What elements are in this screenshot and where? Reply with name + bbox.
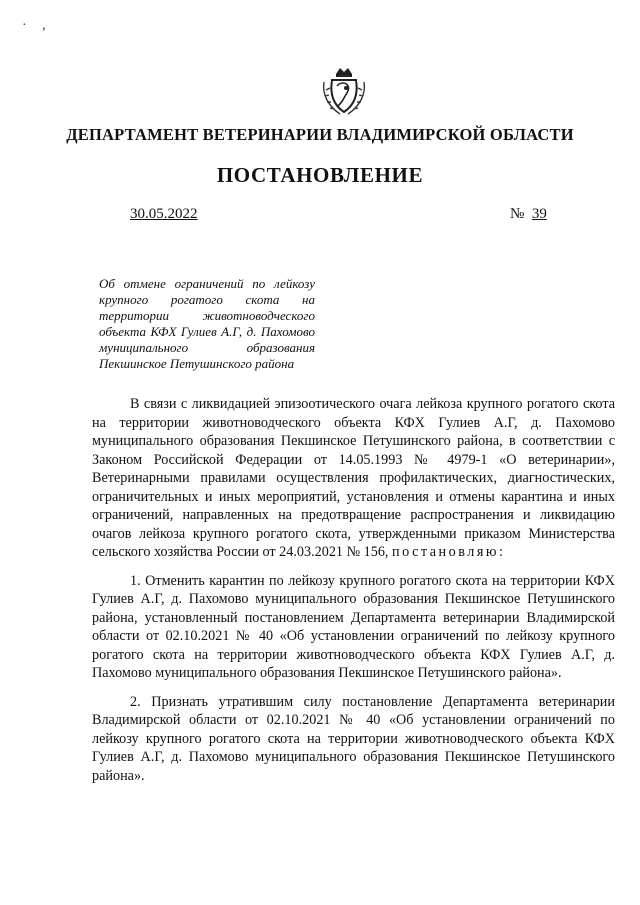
document-type-title: ПОСТАНОВЛЕНИЕ [216, 163, 424, 187]
item-1-paragraph: 1. Отменить карантин по лейкозу крупного рогатого скота на территории КФХ Гулиев А.Г, д. Пахомово муниципального образования Пекшинское Петушинского района, установленный постановлением Департамента ветеринарии Владимирской области от 02.10.2021 № 40 «Об установлении ограничений по лейкозу крупного рогатого скота на территории животноводческого объекта КФХ Гулиев А.Г, д. Пахомово муниципального образования Пекшинское Петушинского района». [92, 572, 615, 681]
number-sign: № [510, 206, 525, 222]
intro-text: В связи с ликвидацией эпизоотического очага лейкоза крупного рогатого скота на территории животноводческого объекта КФХ Гулиев А.Г, д. Пахомово муниципального образования Пекшинское Петушинского района, в соответствии с Законом Российской Федерации от 14.05.1993 № 4979-1 «О ветеринарии», Ветеринарными правилами осуществления профилактических, диагностических, ограничительных и иных мероприятий, установления и отмены карантина и иных ограничений, направленных на предотвращение распространения и ликвидацию очагов лейкоза крупного рогатого скота, утвержденными приказом Министерства сельского хозяйства России от 24.03.2021 № 156, [92, 396, 615, 560]
document-subject: Об отмене ограничений по лейкозу крупного рогатого скота на территории животноводческого объекта КФХ Гулиев А.Г, д. Пахомово муниципального образования Пекшинское Петушинского района [99, 276, 315, 371]
item-2-paragraph: 2. Признать утратившим силу постановление Департамента ветеринарии Владимирской области от 02.10.2021 № 40 «Об установлении ограничений по лейкозу крупного рогатого скота на территории животноводческого объекта КФХ Гулиев А.Г, д. Пахомово муниципального образования Пекшинское Петушинского района». [92, 693, 615, 784]
decree-word: постановляю: [392, 544, 506, 560]
document-date: 30.05.2022 [130, 206, 198, 222]
number-value: 39 [531, 206, 547, 222]
department-name: ДЕПАРТАМЕНТ ВЕТЕРИНАРИИ ВЛАДИМИРСКОЙ ОБЛАСТИ [66, 125, 574, 144]
document-number [510, 206, 547, 223]
scan-specks: · , [22, 18, 52, 33]
coat-of-arms-icon [320, 62, 368, 118]
intro-paragraph [92, 395, 615, 562]
document-body [92, 395, 615, 795]
